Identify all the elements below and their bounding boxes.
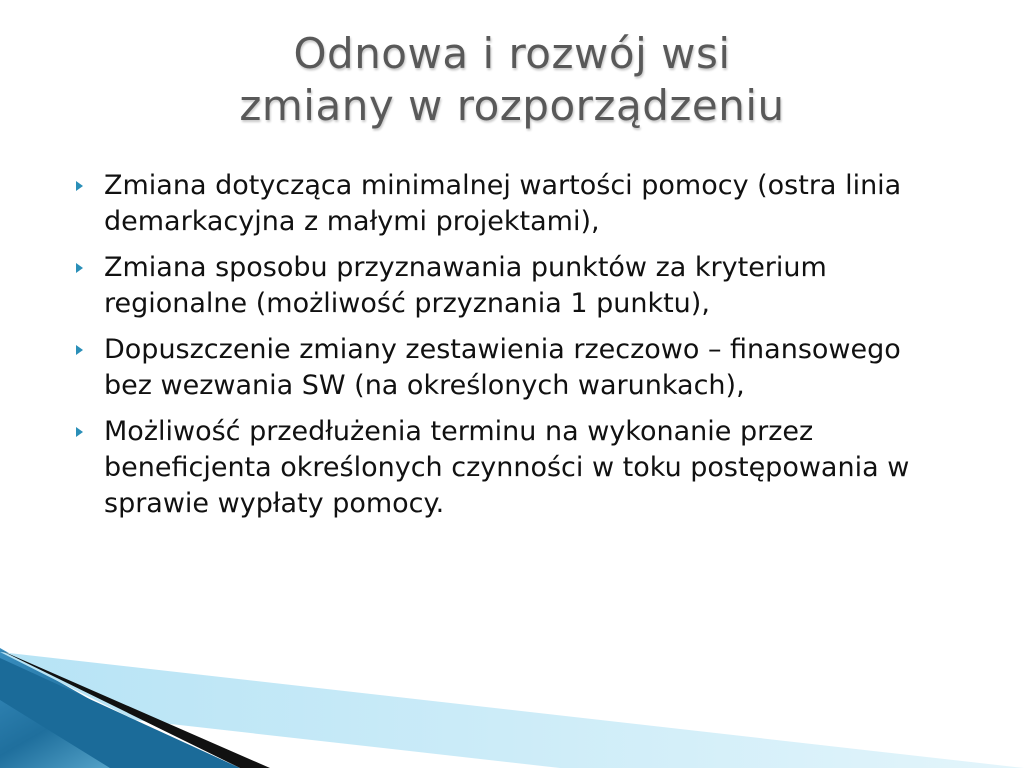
decor-blue-wedge <box>0 648 210 768</box>
triangle-right-icon <box>76 427 83 437</box>
triangle-right-icon <box>76 263 83 273</box>
bullet-item <box>76 332 956 404</box>
bullet-item <box>76 168 956 240</box>
bullet-list <box>76 168 956 532</box>
slide-title-line-1: Odnowa i rozwój wsi <box>293 29 731 78</box>
bullet-text: Możliwość przedłużenia terminu na wykonanie przez beneficjenta określonych czynności w toku postępowania w sprawie wypłaty pomocy. <box>104 416 910 519</box>
bullet-text: Zmiana sposobu przyznawania punktów za kryterium regionalne (możliwość przyznania 1 punktu), <box>104 252 827 319</box>
decor-light-band <box>0 652 1024 768</box>
bullet-text: Dopuszczenie zmiany zestawienia rzeczowo – finansowego bez wezwania SW (na określonych warunkach), <box>104 334 901 401</box>
bullet-item <box>76 250 956 322</box>
bullet-item <box>76 414 956 522</box>
slide-title-line-2: zmiany w rozporządzeniu <box>239 81 785 130</box>
bullet-text: Zmiana dotycząca minimalnej wartości pomocy (ostra linia demarkacyjna z małymi projektami), <box>104 170 902 237</box>
triangle-right-icon <box>76 345 83 355</box>
slide-title <box>100 28 924 132</box>
decor-blue-band <box>0 658 240 768</box>
triangle-right-icon <box>76 181 83 191</box>
decor-black-stripe <box>0 650 270 768</box>
